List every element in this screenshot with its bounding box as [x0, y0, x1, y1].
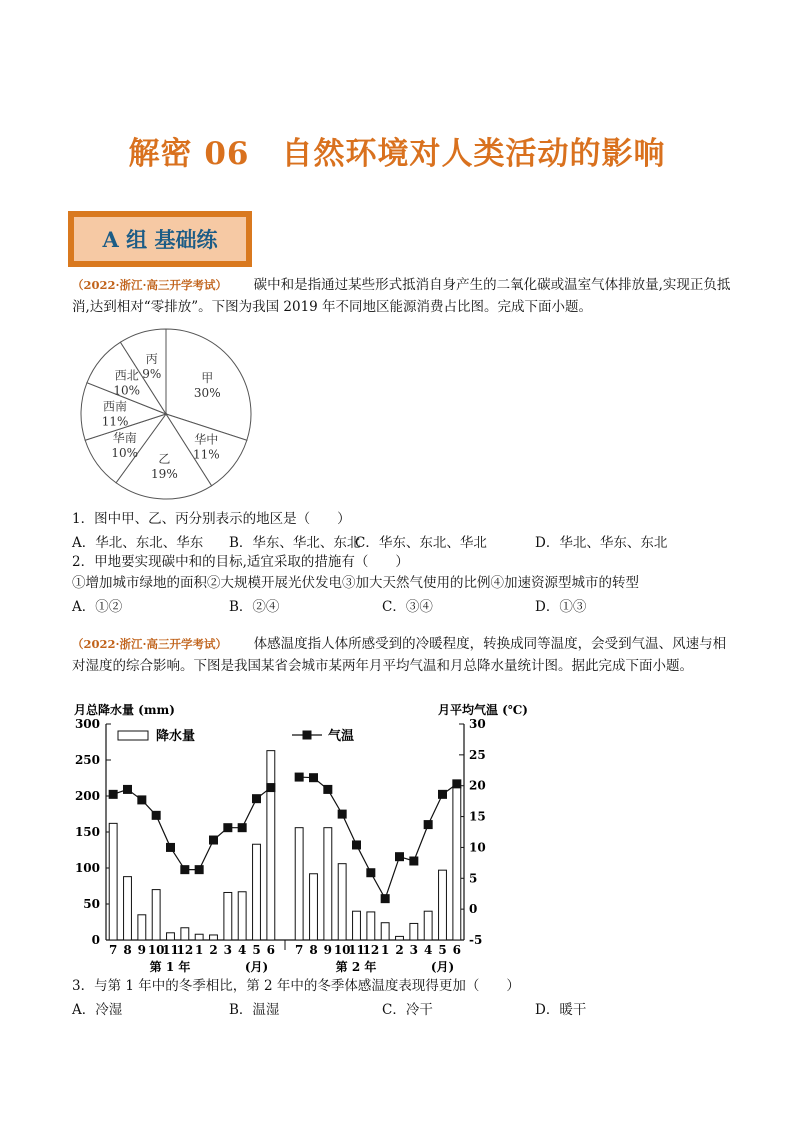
month-label: 12: [176, 943, 194, 957]
pie-value-label: 10%: [113, 383, 141, 398]
month-label: 9: [323, 943, 333, 957]
pie-value-label: 30%: [193, 386, 221, 401]
temperature-point: [223, 823, 232, 832]
q2-option-a: A．①②: [72, 599, 123, 615]
temperature-point: [137, 795, 146, 804]
left-tick-label: 150: [74, 825, 100, 839]
q1-option-a: A．华北、东北、华东: [72, 535, 204, 551]
right-tick-label: 15: [469, 809, 486, 824]
pie-slice-label: 华中: [194, 432, 219, 447]
month-label: 6: [266, 943, 276, 957]
energy-pie-chart: [74, 324, 264, 504]
pie-slice-label: 甲: [201, 371, 214, 386]
precip-bar: [109, 823, 117, 940]
temperature-line: [113, 788, 271, 870]
precip-bar: [152, 890, 160, 940]
left-tick-label: 0: [91, 933, 100, 947]
month-unit-label-2: (月): [430, 960, 455, 974]
precip-bar: [410, 923, 418, 940]
precip-bar: [338, 864, 346, 940]
precip-bar: [324, 828, 332, 940]
right-tick-label: 5: [469, 871, 478, 886]
temperature-point: [266, 783, 275, 792]
month-unit-label-1: (月): [244, 960, 269, 974]
right-tick-label: 20: [469, 778, 486, 793]
temperature-point: [295, 773, 304, 782]
temperature-point: [252, 794, 261, 803]
q1-option-c: C．华东、东北、华北: [355, 535, 487, 551]
temperature-point: [309, 773, 318, 782]
pie-value-label: 11%: [192, 447, 220, 462]
precip-bar: [267, 751, 275, 940]
month-label: 2: [209, 943, 218, 957]
right-tick-label: 10: [469, 840, 486, 855]
precip-bar: [424, 911, 432, 940]
precip-bar: [224, 892, 232, 940]
legend-line-marker: [303, 731, 312, 740]
q2-stem: 2．甲地要实现碳中和的目标,适宜采取的措施有（ ）: [72, 554, 409, 570]
month-label: 11: [162, 943, 179, 957]
year-1-label: 第 1 年: [149, 960, 191, 974]
month-label: 10: [147, 943, 165, 957]
temperature-point: [438, 790, 447, 799]
left-tick-label: 200: [74, 789, 100, 803]
left-tick-label: 250: [74, 753, 100, 767]
q3-option-a: A．冷湿: [72, 1002, 123, 1018]
precip-bar: [310, 874, 318, 940]
precip-bar: [195, 934, 203, 940]
precip-bar: [138, 915, 146, 940]
pie-slice-label: 西南: [103, 399, 128, 414]
temperature-point: [381, 894, 390, 903]
precip-bar: [253, 844, 261, 940]
precip-bar: [210, 935, 218, 940]
month-label: 7: [108, 943, 118, 957]
month-label: 8: [309, 943, 318, 957]
left-axis-title: 月总降水量 (mm): [74, 703, 175, 717]
precip-bar: [181, 928, 189, 940]
temperature-point: [352, 840, 361, 849]
pie-value-label: 10%: [111, 445, 139, 460]
climate-chart: [66, 700, 566, 980]
legend-bar-label: 降水量: [156, 729, 196, 744]
q3-option-c: C．冷干: [382, 1002, 433, 1018]
temperature-point: [152, 811, 161, 820]
precip-bar: [167, 933, 175, 940]
month-label: 4: [423, 943, 433, 957]
left-tick-label: 300: [74, 717, 100, 731]
temperature-point: [452, 779, 461, 788]
month-label: 7: [294, 943, 304, 957]
precip-bar: [124, 877, 132, 940]
pie-value-label: 11%: [101, 414, 129, 429]
month-label: 1: [380, 943, 390, 957]
group-label-box: [68, 211, 252, 267]
section2-intro: [72, 633, 732, 677]
month-label: 12: [362, 943, 380, 957]
section1-source: （2022·浙江·高三开学考试）: [72, 278, 228, 292]
temperature-point: [195, 865, 204, 874]
temperature-point: [323, 785, 332, 794]
right-tick-label: 0: [469, 902, 478, 917]
pie-slice-label: 乙: [158, 451, 171, 466]
q3-option-d: D．暖干: [535, 1002, 587, 1018]
section2-text: 体感温度指人体所感受到的冷暖程度，转换成同等温度，会受到气温、风速与相对湿度的综合影响。下图是我国某省会城市某两年月平均气温和月总降水量统计图。据此完成下面小题。: [72, 636, 727, 674]
month-label: 5: [252, 943, 261, 957]
temperature-point: [238, 823, 247, 832]
legend-bar-swatch: [118, 731, 148, 740]
q1-option-b: B．华东、华北、东北: [229, 535, 361, 551]
right-tick-label: 25: [469, 747, 486, 762]
group-label: A 组 基础练: [74, 217, 246, 261]
precip-bar: [453, 787, 461, 940]
temperature-point: [180, 865, 189, 874]
pie-slice-label: 丙: [145, 352, 158, 367]
year-2-label: 第 2 年: [335, 960, 377, 974]
temperature-point: [166, 843, 175, 852]
q2-choices: ①增加城市绿地的面积②大规模开展光伏发电③加大天然气使用的比例④加速资源型城市的转型: [72, 575, 639, 591]
precip-bar: [295, 828, 303, 940]
month-label: 3: [223, 943, 233, 957]
q3-option-b: B．温湿: [229, 1002, 280, 1018]
month-label: 2: [395, 943, 404, 957]
precip-bar: [353, 911, 361, 940]
q2-option-b: B．②④: [229, 599, 280, 615]
right-tick-label: 30: [469, 717, 486, 731]
pie-value-label: 19%: [151, 466, 178, 481]
pie-value-label: 9%: [142, 367, 162, 382]
month-label: 9: [137, 943, 147, 957]
pie-slice-label: 华南: [112, 430, 137, 445]
month-label: 6: [452, 943, 462, 957]
temperature-point: [338, 810, 347, 819]
left-tick-label: 50: [83, 897, 100, 911]
month-label: 10: [333, 943, 351, 957]
q2-option-c: C．③④: [382, 599, 433, 615]
precip-bar: [381, 923, 389, 940]
section1-intro: [72, 274, 732, 318]
precip-bar: [367, 912, 375, 940]
temperature-point: [366, 868, 375, 877]
month-label: 4: [237, 943, 247, 957]
temperature-point: [209, 836, 218, 845]
left-tick-label: 100: [74, 861, 100, 875]
temperature-point: [409, 857, 418, 866]
temperature-point: [109, 790, 118, 799]
month-label: 8: [123, 943, 132, 957]
q2-option-d: D．①③: [535, 599, 587, 615]
month-label: 11: [348, 943, 365, 957]
section1-text: 碳中和是指通过某些形式抵消自身产生的二氧化碳或温室气体排放量,实现正负抵消,达到相对“零排放”。下图为我国 2019 年不同地区能源消费占比图。完成下面小题。: [72, 277, 731, 315]
section2-source: （2022·浙江·高三开学考试）: [72, 637, 228, 651]
month-label: 3: [409, 943, 419, 957]
temperature-point: [123, 785, 132, 794]
right-axis-title: 月平均气温 (℃): [438, 703, 528, 717]
temperature-line: [299, 777, 457, 899]
month-label: 5: [438, 943, 447, 957]
q1-stem: 1．图中甲、乙、丙分别表示的地区是（ ）: [72, 511, 351, 527]
q1-option-d: D．华北、华东、东北: [535, 535, 668, 551]
right-tick-label: -5: [469, 933, 483, 947]
q3-stem: 3．与第 1 年中的冬季相比，第 2 年中的冬季体感温度表现得更加（ ）: [72, 978, 520, 994]
temperature-point: [395, 852, 404, 861]
page-title: 解密 06 自然环境对人类活动的影响: [128, 136, 666, 172]
precip-bar: [439, 870, 447, 940]
pie-slice-label: 西北: [114, 368, 139, 383]
legend-line-label: 气温: [328, 729, 355, 744]
precip-bar: [396, 936, 404, 940]
month-label: 1: [194, 943, 204, 957]
temperature-point: [424, 820, 433, 829]
precip-bar: [238, 892, 246, 940]
